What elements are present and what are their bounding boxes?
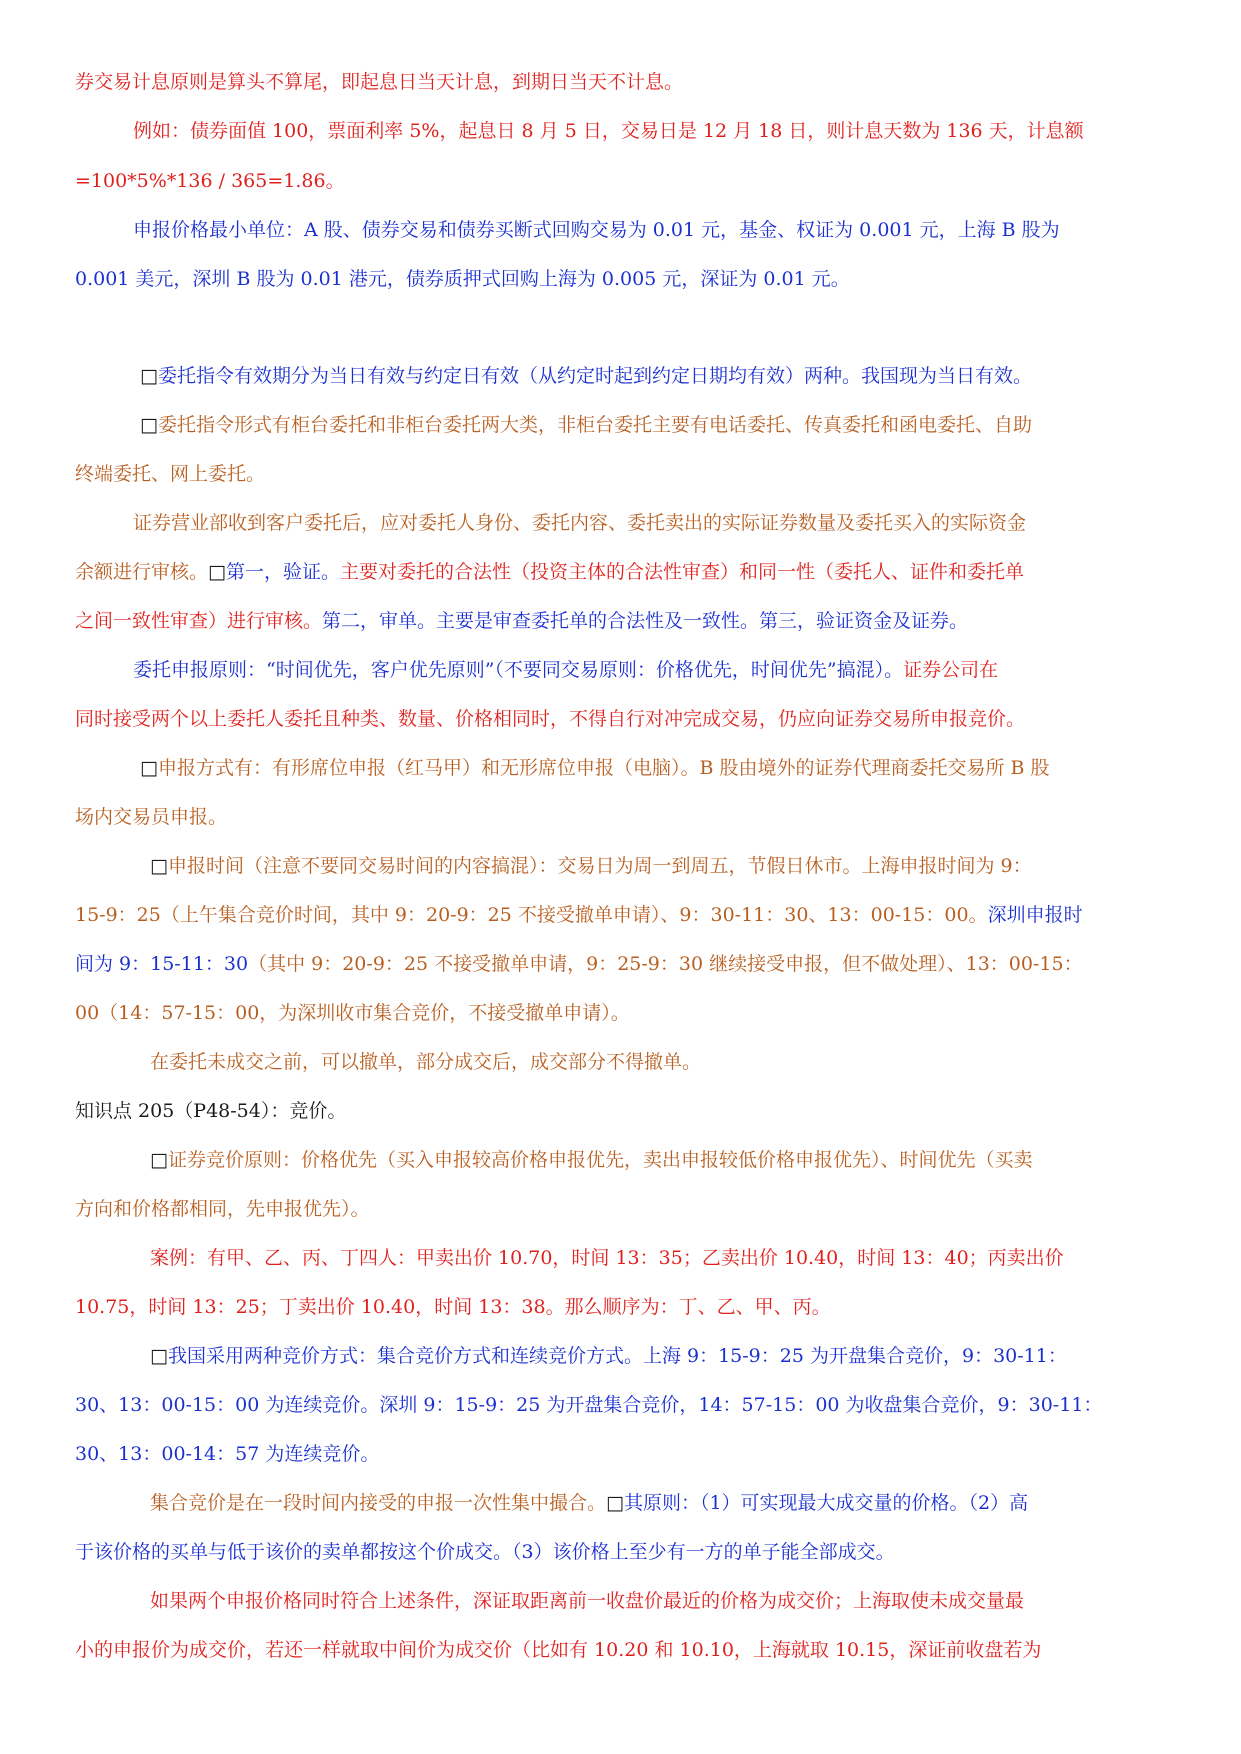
- text-line: [75, 605, 968, 637]
- text-span: 第一，验证。: [225, 561, 340, 583]
- text-span: 10.75，时间 13：25；丁卖出价 10.40，时间 13：38。那么顺序为：丁、乙、甲、丙。: [75, 1296, 831, 1318]
- text-span: 如果两个申报价格同时符合上述条件，深证取距离前一收盘价最近的价格为成交价；上海取使未成交量最: [150, 1590, 1025, 1612]
- text-span: 证券营业部收到客户委托后，应对委托人身份、委托内容、委托卖出的实际证券数量及委托买入的实际资金: [133, 512, 1027, 534]
- text-span: 终端委托、网上委托。: [75, 463, 266, 485]
- text-line: [133, 507, 1026, 539]
- text-line: [75, 997, 630, 1029]
- text-span: 同时接受两个以上委托人委托且种类、数量、价格相同时，不得自行对冲完成交易，仍应向证券交易所申报竞价。: [75, 708, 1026, 730]
- text-line: [150, 1144, 1032, 1176]
- text-span: =100*5%*136 / 365=1.86。: [75, 170, 345, 192]
- text-span: 之间一致性审查）进行审核。: [75, 610, 323, 632]
- text-line: [140, 752, 1050, 784]
- text-span: 申报时间（注意不要同交易时间的内容搞混）：交易日为周一到周五，节假日休市。上海申报时间为 9：: [167, 855, 1032, 877]
- text-line: [133, 115, 1084, 147]
- text-span: 其原则：（1）可实现最大成交量的价格。（2）高: [623, 1492, 1029, 1514]
- text-span: 知识点 205（P48-54）：竞价。: [75, 1100, 347, 1122]
- text-line: [75, 948, 1083, 980]
- text-line: [150, 1585, 1024, 1617]
- text-line: [140, 360, 1032, 392]
- checkbox-glyph: □: [150, 1345, 168, 1367]
- text-span: 申报价格最小单位：A 股、债券交易和债券买断式回购交易为 0.01 元，基金、权证为 0.001 元，上海 B 股为: [133, 219, 1060, 241]
- text-span: 我国采用两种竞价方式：集合竞价方式和连续竞价方式。上海 9：15-9：25 为开盘集合竞价，9：30-11：: [167, 1345, 1067, 1367]
- text-span: 例如：债券面值 100，票面利率 5%，起息日 8 月 5 日，交易日是 12 月 18 日，则计息天数为 136 天，计息额: [133, 120, 1084, 142]
- text-line: [75, 1438, 379, 1470]
- checkbox-glyph: □: [140, 757, 158, 779]
- checkbox-glyph: □: [150, 1149, 168, 1171]
- text-span: 间为 9：15-11：30: [75, 953, 249, 975]
- text-span: 第二，审单。主要是审查委托单的合法性及一致性。第三，验证资金及证券。: [322, 610, 969, 632]
- checkbox-glyph: □: [140, 365, 158, 387]
- text-span: 00（14：57-15：00，为深圳收市集合竞价，不接受撤单申请）。: [75, 1002, 630, 1024]
- text-line: [150, 850, 1032, 882]
- text-span: 委托指令有效期分为当日有效与约定日有效（从约定时起到约定日期均有效）两种。我国现为当日有效。: [157, 365, 1032, 387]
- text-line: [75, 1095, 346, 1127]
- text-span: 委托指令形式有柜台委托和非柜台委托两大类，非柜台委托主要有电话委托、传真委托和函电委托、自助: [157, 414, 1032, 436]
- text-span: 余额进行审核。: [75, 561, 209, 583]
- text-line: [75, 458, 265, 490]
- text-span: 场内交易员申报。: [75, 806, 228, 828]
- text-line: [133, 214, 1060, 246]
- text-span: 券交易计息原则是算头不算尾，即起息日当天计息，到期日当天不计息。: [75, 71, 684, 93]
- text-line: [75, 1389, 1102, 1421]
- text-line: [75, 165, 345, 197]
- text-span: 申报方式有：有形席位申报（红马甲）和无形席位申报（电脑）。B 股由境外的证券代理商委托交易所 B 股: [157, 757, 1050, 779]
- text-line: [75, 801, 227, 833]
- text-span: 证券竞价原则：价格优先（买入申报较高价格申报优先，卖出申报较低价格申报优先）、时间优先（买卖: [167, 1149, 1033, 1171]
- text-span: 深圳申报时: [987, 904, 1083, 926]
- text-line: [133, 654, 998, 686]
- text-span: 集合竞价是在一段时间内接受的申报一次性集中撮合。: [150, 1492, 607, 1514]
- text-span: 方向和价格都相同，先申报优先）。: [75, 1198, 370, 1220]
- text-line: [75, 1291, 831, 1323]
- text-span: 15-9：25（上午集合竞价时间，其中 9：20-9：25 不接受撤单申请）、9：30-11：30、13：00-15：00。: [75, 904, 988, 926]
- text-span: （其中 9：20-9：25 不接受撤单申请，9：25-9：30 继续接受申报，但不做处理）、13：00-15：: [248, 953, 1083, 975]
- text-span: 案例：有甲、乙、丙、丁四人：甲卖出价 10.70，时间 13：35；乙卖出价 10.40，时间 13：40；丙卖出价: [150, 1247, 1064, 1269]
- text-line: [75, 1634, 1041, 1666]
- text-line: [150, 1487, 1028, 1519]
- text-line: [75, 1536, 895, 1568]
- text-line: [150, 1242, 1064, 1274]
- checkbox-glyph: □: [140, 414, 158, 436]
- text-span: 在委托未成交之前，可以撤单，部分成交后，成交部分不得撤单。: [150, 1051, 702, 1073]
- text-span: 0.001 美元，深圳 B 股为 0.01 港元，债券质押式回购上海为 0.005 元，深证为 0.01 元。: [75, 268, 850, 290]
- text-span: 30、13：00-15：00 为连续竞价。深圳 9：15-9：25 为开盘集合竞价，14：57-15：00 为收盘集合竞价，9：30-11：: [75, 1394, 1103, 1416]
- checkbox-glyph: □: [150, 855, 168, 877]
- text-span: 主要对委托的合法性（投资主体的合法性审查）和同一性（委托人、证件和委托单: [339, 561, 1024, 583]
- text-span: 证券公司在: [903, 659, 999, 681]
- text-span: 于该价格的买单与低于该价的卖单都按这个价成交。（3）该价格上至少有一方的单子能全部成交。: [75, 1541, 895, 1563]
- text-line: [75, 263, 850, 295]
- text-line: [140, 409, 1032, 441]
- text-span: 30、13：00-14：57 为连续竞价。: [75, 1443, 380, 1465]
- text-line: [75, 703, 1025, 735]
- text-line: [75, 556, 1024, 588]
- checkbox-glyph: □: [208, 561, 226, 583]
- text-span: 委托申报原则：“时间优先，客户优先原则”（不要同交易原则：价格优先，时间优先”搞混）。: [133, 659, 904, 681]
- text-line: [75, 66, 683, 98]
- checkbox-glyph: □: [606, 1492, 624, 1514]
- text-line: [150, 1046, 701, 1078]
- text-line: [75, 899, 1083, 931]
- text-span: 小的申报价为成交价，若还一样就取中间价为成交价（比如有 10.20 和 10.10，上海就取 10.15，深证前收盘若为: [75, 1639, 1042, 1661]
- text-line: [150, 1340, 1067, 1372]
- text-line: [75, 1193, 370, 1225]
